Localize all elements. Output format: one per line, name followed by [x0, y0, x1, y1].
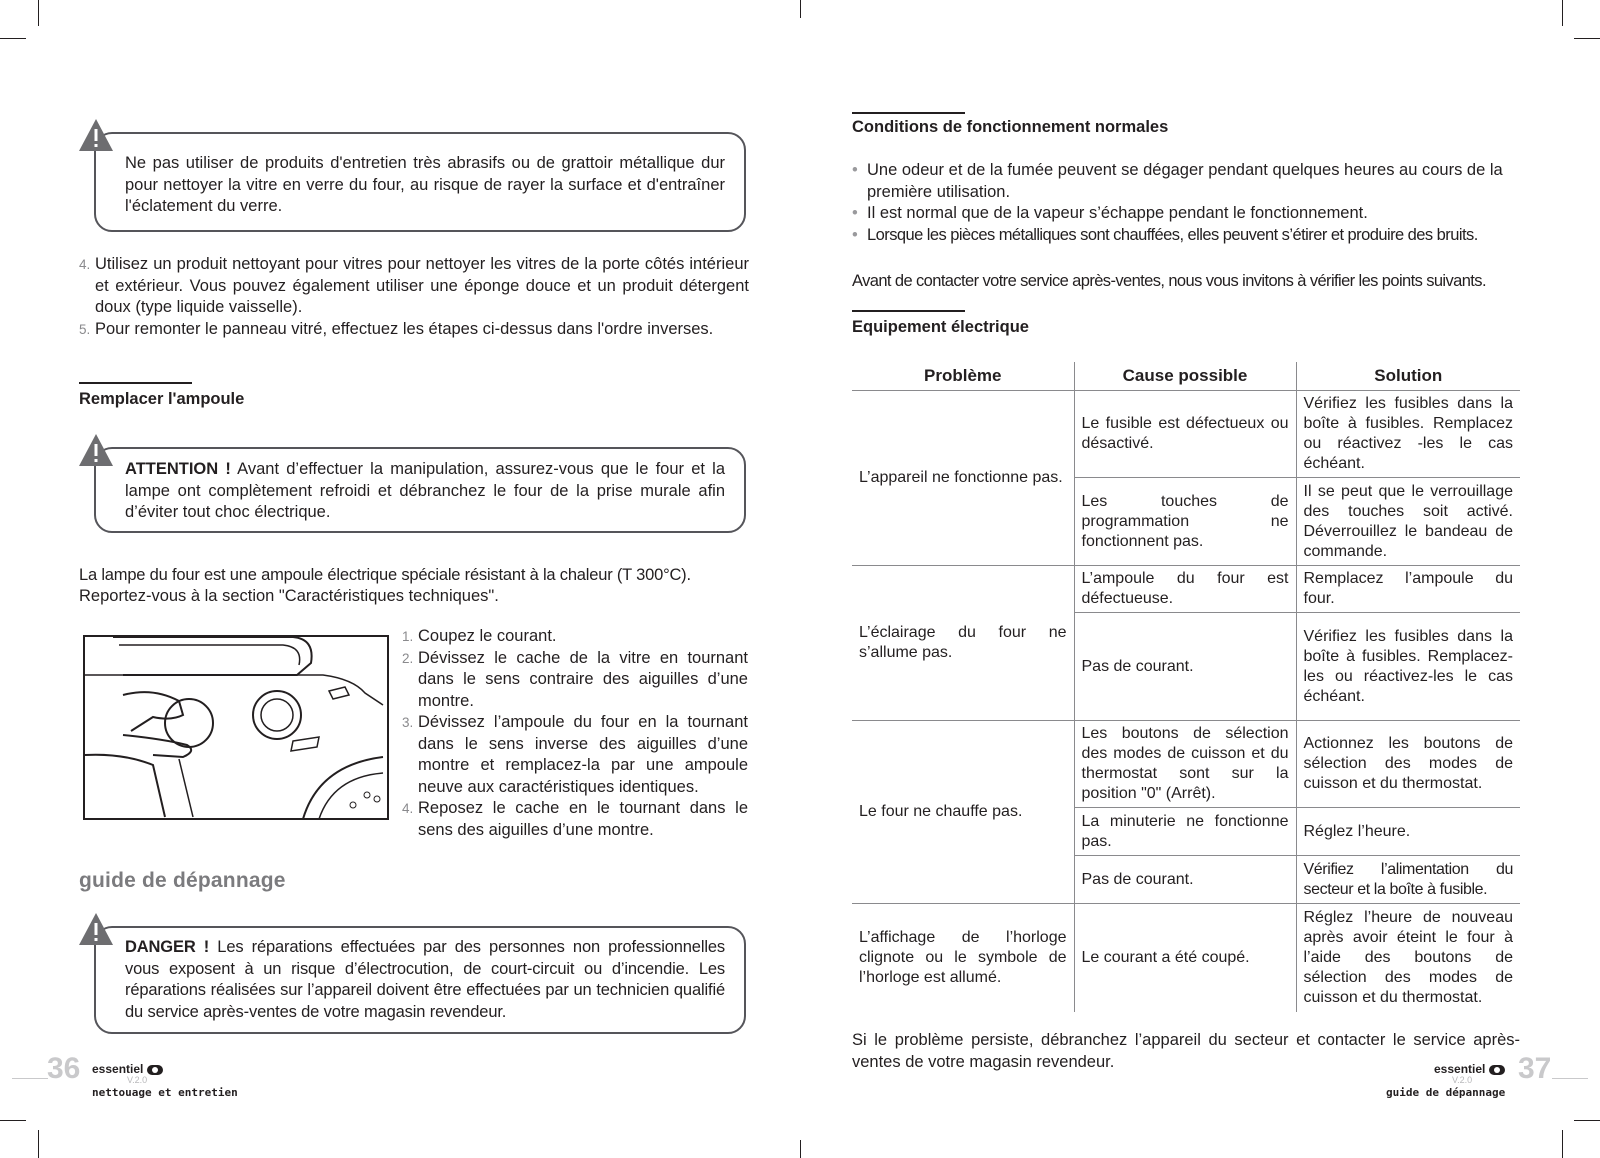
cause-cell: Les boutons de sélection des modes de cuisson et du thermostat sont sur la position "0" (Arrêt). — [1074, 721, 1296, 808]
step-text: Reposez le cache en le tournant dans le sens des aiguilles d’une montre. — [418, 799, 748, 839]
list-item — [852, 225, 1522, 247]
step-text: Dévissez l’ampoule du four en la tournant dans le sens inverse des aiguilles d’une montre et remplacez-la par une ampoule neuve aux caractéristiques identiques. — [418, 713, 748, 796]
folio-rule — [12, 1078, 48, 1079]
oven-lamp-illustration — [83, 635, 389, 820]
column-header: Problème — [852, 362, 1074, 391]
brand-text: essentiel — [92, 1062, 144, 1076]
electrical-heading: Equipement électrique — [852, 318, 1029, 336]
step-text: Coupez le courant. — [418, 627, 557, 645]
persist-text: Si le problème persiste, débranchez l’appareil du secteur et contacter le service après-ventes de votre magasin revendeur. — [852, 1031, 1520, 1071]
warning-text-danger — [125, 937, 725, 1023]
warning-triangle-icon — [78, 118, 114, 152]
cleaning-steps-list — [79, 254, 749, 340]
cause-cell: Le courant a été coupé. — [1074, 904, 1296, 1012]
heading-rule — [79, 382, 192, 384]
solution-cell: Remplacez l’ampoule du four. — [1296, 566, 1520, 613]
table-row — [852, 721, 1520, 808]
lamp-paragraph-line1: La lampe du four est une ampoule électrique spéciale résistant à la chaleur (T 300°C). — [79, 566, 691, 584]
folio-section: nettouage et entretien — [92, 1086, 238, 1099]
step-number: 3. — [402, 715, 414, 730]
warning-triangle-icon — [78, 433, 114, 467]
solution-cell: Réglez l’heure de nouveau après avoir éteint le four à l’aide des boutons de sélection des modes de cuisson et du thermostat. — [1296, 904, 1520, 1012]
danger-text: Les réparations effectuées par des personnes non professionnelles vous exposent à un risque d’électrocution, de court-circuit ou d’incendie. Les réparations réalisées sur l’appareil doivent être effectuées par un technicien qualifié du service après-ventes de votre magasin revendeur. — [125, 938, 725, 1021]
list-item — [79, 254, 749, 319]
bullet-icon: • — [852, 204, 858, 222]
brand-b-logo-icon — [1489, 1065, 1505, 1075]
step-number: 4. — [79, 257, 91, 272]
table-header-row — [852, 362, 1520, 391]
brand-name — [92, 1062, 163, 1076]
problem-cell: Le four ne chauffe pas. — [852, 721, 1074, 904]
column-header: Solution — [1296, 362, 1520, 391]
cause-cell: Pas de courant. — [1074, 856, 1296, 904]
heading-rule — [852, 112, 965, 114]
step-number: 1. — [402, 629, 414, 644]
page-number: 37 — [1518, 1052, 1552, 1085]
before-contact-text: Avant de contacter votre service après-ventes, nous vous invitons à vérifier les points suivants. — [852, 272, 1486, 290]
list-item — [852, 160, 1522, 203]
table-row — [852, 391, 1520, 478]
column-header: Cause possible — [1074, 362, 1296, 391]
cause-cell: Pas de courant. — [1074, 613, 1296, 721]
warning-text-abrasive: Ne pas utiliser de produits d'entretien très abrasifs ou de grattoir métallique dur pour nettoyer la vitre en verre du four, au risque de rayer la surface et d'entraîner l'éclatement du verre. — [125, 154, 725, 215]
bullet-text: Lorsque les pièces métalliques sont chauffées, elles peuvent s’étirer et produire des bruits. — [867, 225, 1478, 244]
table-row — [852, 566, 1520, 613]
version: V.2.0 — [127, 1075, 148, 1085]
bullet-text: Une odeur et de la fumée peuvent se dégager pendant quelques heures au cours de la première utilisation. — [867, 161, 1503, 201]
problem-cell: L’affichage de l’horloge clignote ou le symbole de l’horloge est allumé. — [859, 928, 1067, 986]
bullet-text: Il est normal que de la vapeur s’échappe pendant le fonctionnement. — [867, 204, 1368, 222]
step-number: 2. — [402, 650, 414, 666]
problem-cell: L’éclairage du four ne s’allume pas. — [852, 566, 1074, 721]
section-title: guide de dépannage — [79, 869, 286, 892]
list-item — [402, 798, 748, 841]
solution-cell: Réglez l’heure. — [1296, 808, 1520, 856]
brand-text: essentiel — [1434, 1062, 1486, 1076]
list-item — [402, 648, 748, 713]
folio-rule — [1552, 1078, 1588, 1079]
table-row — [852, 904, 1520, 1012]
normal-conditions-list — [852, 160, 1522, 246]
step-number: 5. — [79, 321, 91, 337]
danger-label: DANGER ! — [125, 938, 210, 956]
version: V.2.0 — [1452, 1075, 1473, 1085]
cause-cell: La minuterie ne fonctionne pas. — [1074, 808, 1296, 856]
step-number: 4. — [402, 801, 414, 816]
folio-section: guide de dépannage — [1386, 1086, 1506, 1099]
solution-cell: Il se peut que le verrouillage des touches soit activé. Déverrouillez le bandeau de commande. — [1296, 478, 1520, 566]
normal-conditions-heading: Conditions de fonctionnement normales — [852, 118, 1169, 136]
attention-text: Avant d’effectuer la manipulation, assurez-vous que le four et la lampe ont complètement refroidi et débranchez le four de la prise murale afin d’éviter tout choc électrique. — [125, 460, 726, 521]
bulb-steps-list — [402, 626, 748, 841]
step-text: Utilisez un produit nettoyant pour vitres pour nettoyer les vitres de la porte côtés intérieur et extérieur. Vous pouvez également utiliser une éponge douce et un produit détergent doux (type liquide vaisselle). — [95, 255, 749, 316]
list-item — [79, 319, 749, 341]
warning-triangle-icon — [78, 912, 114, 946]
step-text: Pour remonter le panneau vitré, effectuez les étapes ci-dessus dans l'ordre inverses. — [95, 319, 714, 338]
step-text: Dévissez le cache de la vitre en tournant dans le sens contraire des aiguilles d’une montre. — [418, 648, 748, 710]
page-number: 36 — [47, 1052, 81, 1085]
solution-cell: Vérifiez les fusibles dans la boîte à fusibles. Remplacez ou réactivez -les le cas échéant. — [1296, 391, 1520, 478]
solution-cell: Actionnez les boutons de sélection des modes de cuisson et du thermostat. — [1296, 721, 1520, 808]
solution-cell: Vérifiez l’alimentation du secteur et la boîte à fusible. — [1296, 856, 1520, 904]
problem-cell: L’appareil ne fonctionne pas. — [852, 391, 1074, 566]
cause-cell: Les touches de programmation ne fonctionnent pas. — [1074, 478, 1296, 566]
warning-text-attention — [125, 459, 725, 524]
bulb-heading: Remplacer l'ampoule — [79, 390, 245, 408]
list-item — [402, 626, 748, 648]
brand-b-logo-icon — [147, 1065, 163, 1075]
attention-label: ATTENTION ! — [125, 460, 231, 478]
right-page — [800, 0, 1600, 1158]
cause-cell: Le fusible est défectueux ou désactivé. — [1074, 391, 1296, 478]
bullet-icon: • — [852, 225, 858, 244]
troubleshooting-table — [852, 362, 1520, 1012]
cause-cell: L’ampoule du four est défectueuse. — [1074, 566, 1296, 613]
list-item — [402, 712, 748, 798]
list-item — [852, 203, 1522, 225]
heading-rule — [852, 310, 965, 312]
bullet-icon: • — [852, 161, 858, 179]
lamp-paragraph-line2: Reportez-vous à la section "Caractéristiques techniques". — [79, 587, 499, 605]
brand-name — [1434, 1062, 1505, 1076]
solution-cell: Vérifiez les fusibles dans la boîte à fusibles. Remplacez-les ou réactivez-les le cas échéant. — [1296, 613, 1520, 721]
